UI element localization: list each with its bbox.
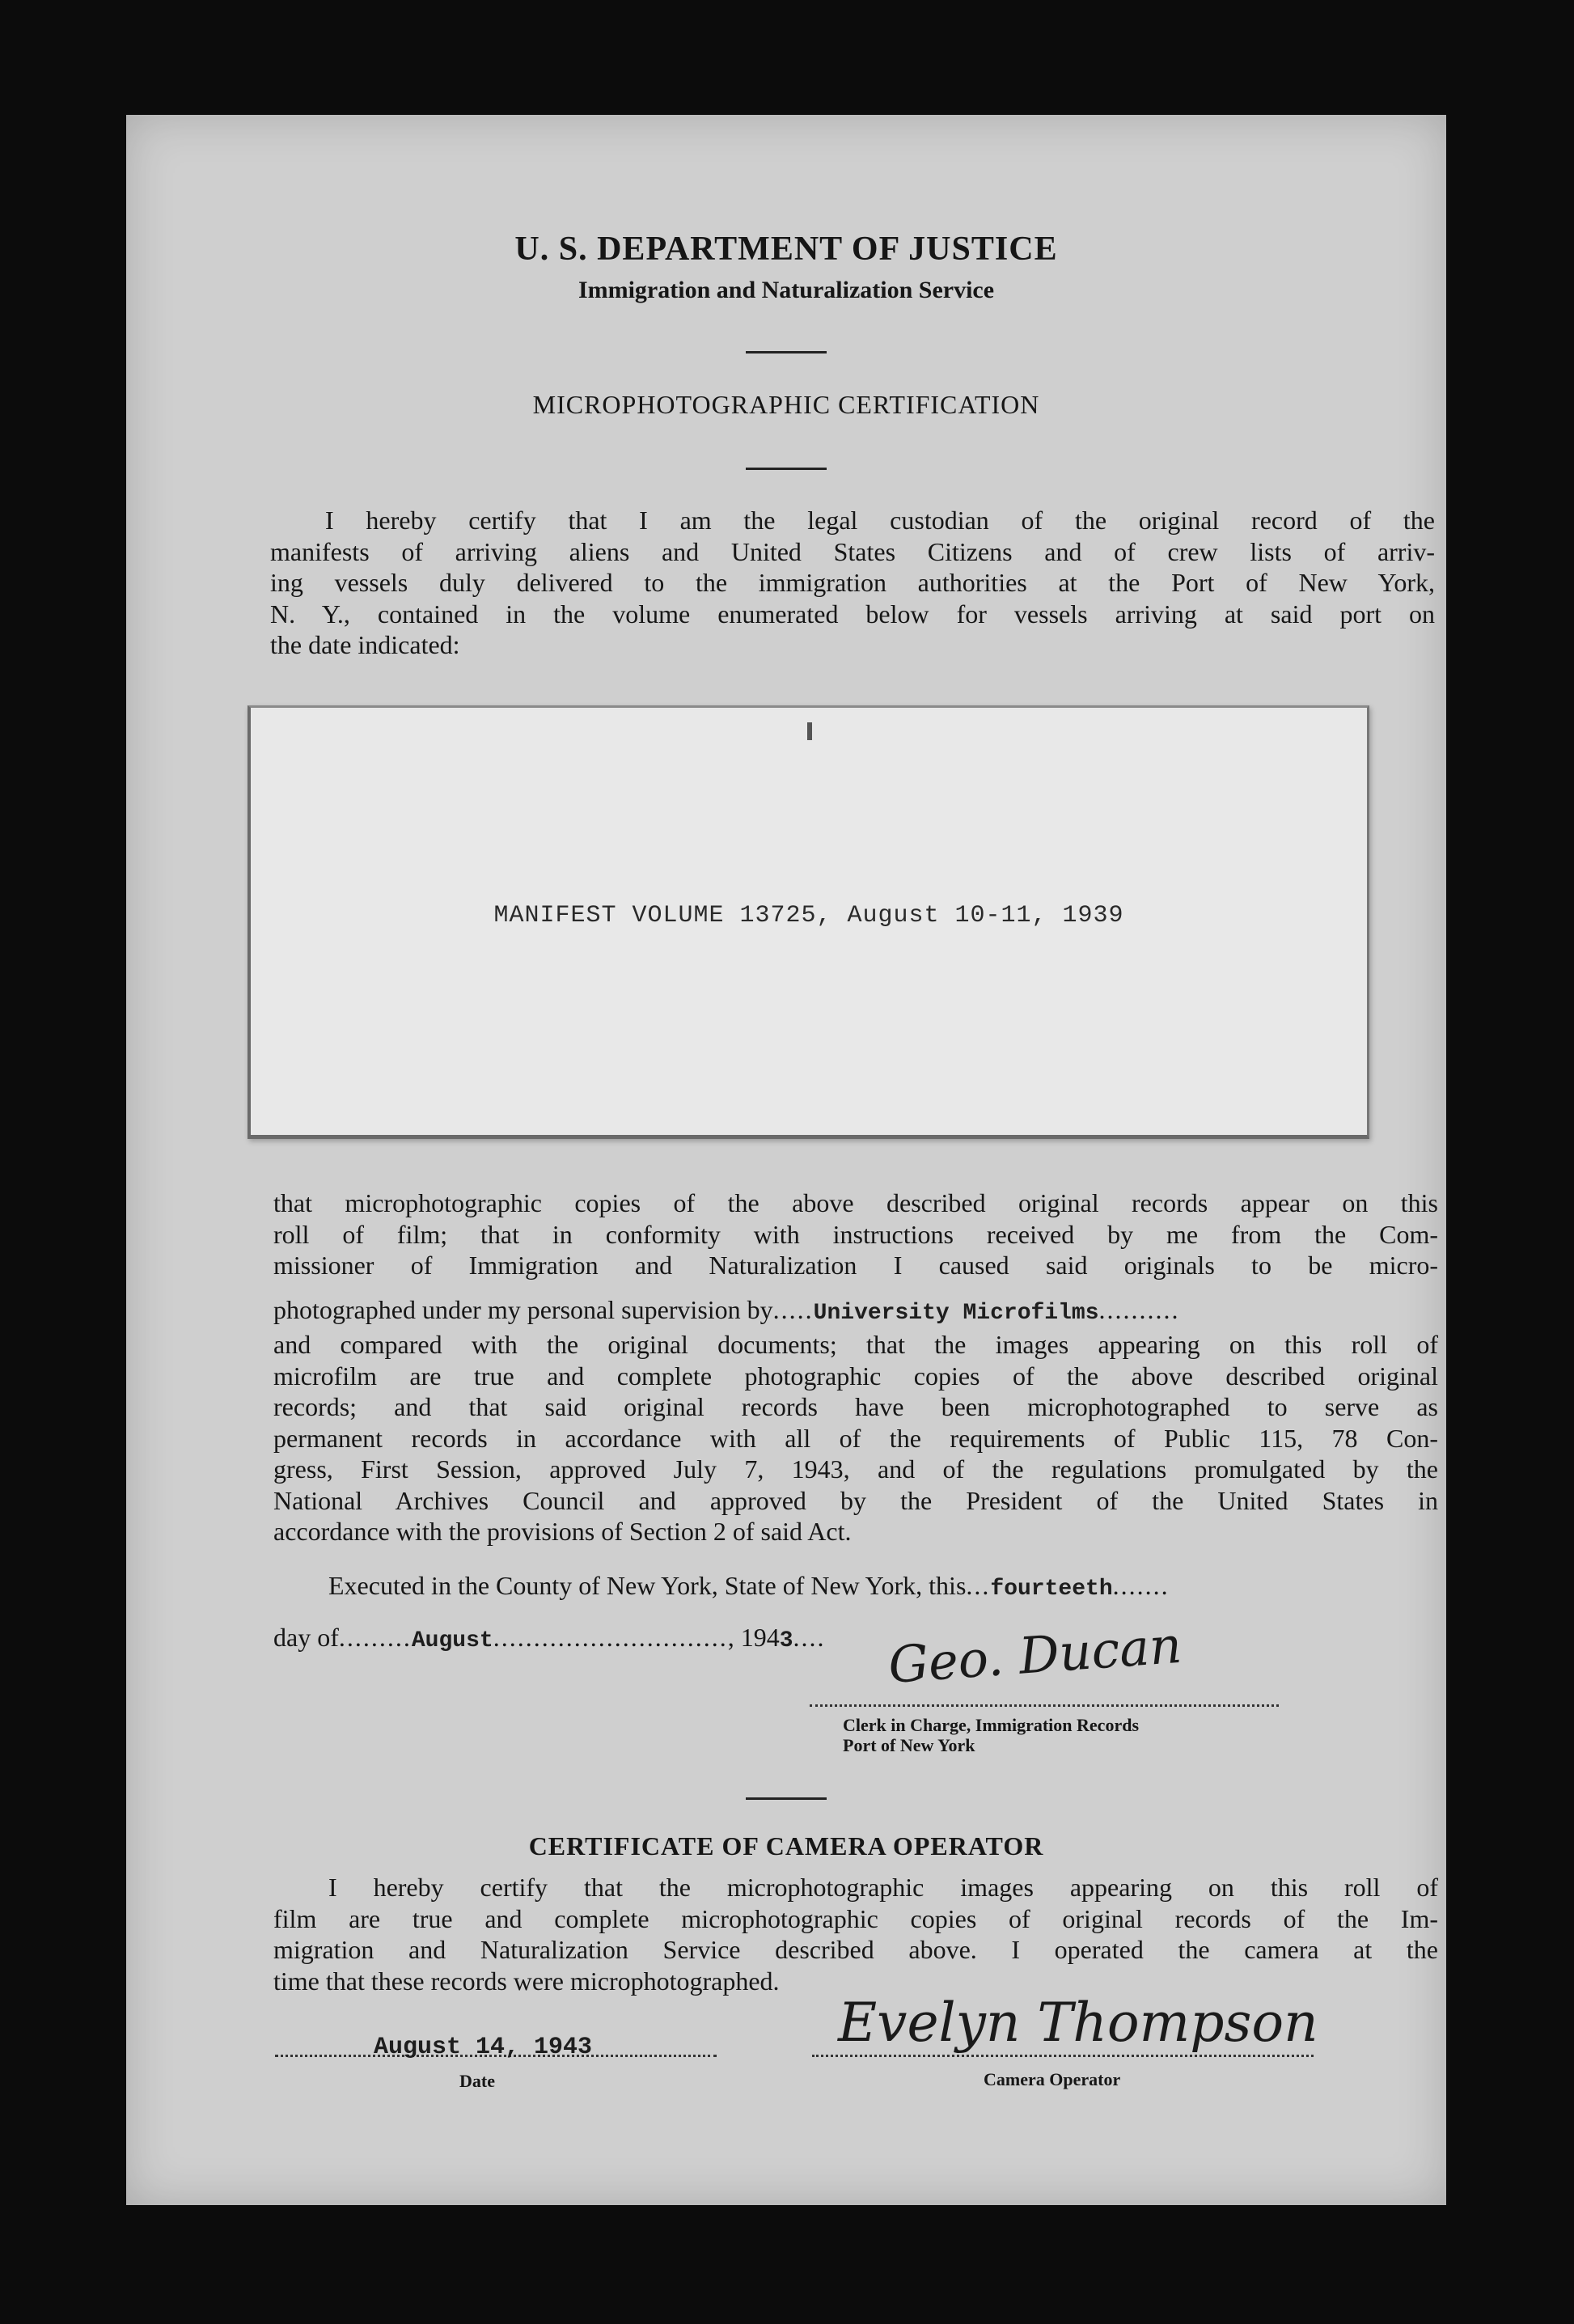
paragraph-line: time that these records were microphotographed. xyxy=(273,1966,780,1996)
paragraph-line: I hereby certify that the microphotographic images appearing on this roll of xyxy=(328,1873,1438,1902)
operator-signature-line xyxy=(812,2055,1314,2057)
divider-rule xyxy=(746,468,827,470)
paragraph-line: permanent records in accordance with all of the requirements of Public 115, 78 Con- xyxy=(273,1423,1438,1453)
clerk-title-line: Port of New York xyxy=(843,1735,975,1755)
paragraph-line: microfilm are true and complete photographic copies of the above described original xyxy=(273,1361,1438,1391)
execution-month: August xyxy=(411,1628,493,1653)
body-paragraph xyxy=(273,1187,1438,1547)
year-digit: 3 xyxy=(779,1628,793,1653)
manifest-slip xyxy=(248,705,1369,1139)
execution-prefix: Executed in the County of New York, State of New York, this xyxy=(328,1571,967,1600)
clerk-signature-line xyxy=(810,1704,1279,1707)
service-subtitle: Immigration and Naturalization Service xyxy=(578,277,995,303)
operator-certificate-title: CERTIFICATE OF CAMERA OPERATOR xyxy=(528,1831,1044,1860)
intro-paragraph xyxy=(270,505,1435,661)
divider-rule xyxy=(746,1797,827,1800)
paragraph-line: manifests of arriving aliens and United States Citizens and of crew lists of arriv- xyxy=(270,536,1435,566)
execution-date-line: day of.........August............................., 1943.... xyxy=(273,1623,826,1653)
execution-line: Executed in the County of New York, State of New York, this...fourteeth....... xyxy=(328,1571,1170,1602)
paragraph-line: N. Y., contained in the volume enumerated below for vessels arriving at said port on xyxy=(270,599,1435,629)
paragraph-line: ing vessels duly delivered to the immigration authorities at the Port of New York, xyxy=(270,568,1435,597)
paragraph-line: that microphotographic copies of the above described original records appear on this xyxy=(273,1188,1438,1217)
operator-signature: Evelyn Thompson xyxy=(838,1992,1318,2054)
department-title: U. S. DEPARTMENT OF JUSTICE xyxy=(514,231,1058,268)
clerk-title-line: Clerk in Charge, Immigration Records xyxy=(843,1715,1140,1735)
clerk-title xyxy=(843,1715,1139,1755)
paragraph-line: and compared with the original documents; that the images appearing on this roll of xyxy=(273,1330,1438,1359)
date-label: Date xyxy=(459,2071,495,2091)
paragraph-line: I hereby certify that I am the legal custodian of the original record of the xyxy=(325,506,1435,535)
paragraph-line: film are true and complete microphotographic copies of original records of the Im- xyxy=(273,1903,1438,1933)
paragraph-line: roll of film; that in conformity with instructions received by me from the Com- xyxy=(273,1219,1438,1249)
paragraph-line: missioner of Immigration and Naturalization I caused said originals to be micro- xyxy=(273,1251,1438,1280)
certification-title: MICROPHOTOGRAPHIC CERTIFICATION xyxy=(532,390,1040,419)
paragraph-line: records; and that said original records have been microphotographed to serve as xyxy=(273,1392,1438,1421)
paragraph-line: gress, First Session, approved July 7, 1943, and of the regulations promulgated by the xyxy=(273,1454,1438,1484)
year-prefix: , 194 xyxy=(727,1623,780,1652)
operator-date: August 14, 1943 xyxy=(374,2034,593,2061)
operator-paragraph xyxy=(273,1872,1438,1996)
execution-day: fourteeth xyxy=(990,1577,1113,1602)
clerk-signature: Geo. Ducan xyxy=(886,1615,1184,1695)
supervision-prefix: photographed under my personal supervision by xyxy=(273,1294,773,1324)
day-of-label: day of xyxy=(273,1623,339,1652)
supervisor-name: University Microfilms xyxy=(813,1300,1099,1326)
paragraph-line: National Archives Council and approved by the President of the United States in xyxy=(273,1485,1438,1515)
divider-rule xyxy=(746,351,827,353)
paragraph-line: migration and Naturalization Service described above. I operated the camera at the xyxy=(273,1935,1438,1964)
manifest-volume-text: MANIFEST VOLUME 13725, August 10-11, 1939 xyxy=(493,902,1124,929)
operator-signature-label: Camera Operator xyxy=(984,2069,1121,2089)
supervision-line: photographed under my personal supervision by.....University Microfilms.......... xyxy=(273,1294,1180,1326)
paragraph-line: the date indicated: xyxy=(270,630,460,659)
document-page xyxy=(126,115,1446,2205)
paragraph-line: accordance with the provisions of Section 2 of said Act. xyxy=(273,1517,852,1546)
tick-mark xyxy=(807,722,812,740)
